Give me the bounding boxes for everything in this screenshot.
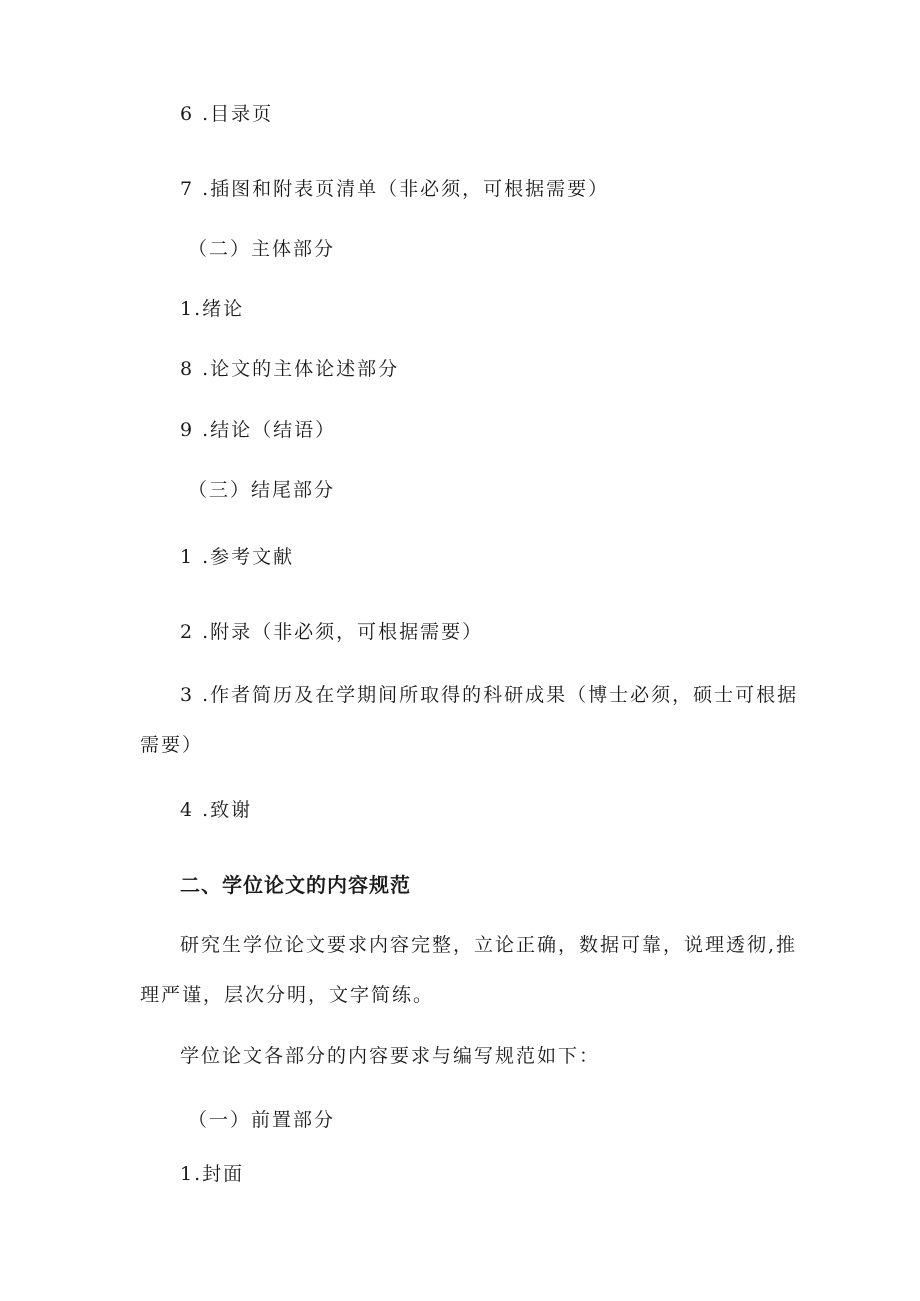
list-item-main-body: 8 .论文的主体论述部分: [180, 358, 400, 380]
list-item-cover: 1.封面: [180, 1163, 245, 1185]
paragraph-intro-norms: 学位论文各部分的内容要求与编写规范如下：: [180, 1045, 601, 1067]
list-item-acknowledgements: 4 .致谢: [180, 799, 253, 821]
section-heading-content-norms: 二、学位论文的内容规范: [180, 873, 411, 897]
subsection-heading-ending-part: （三）结尾部分: [188, 479, 336, 501]
list-item-author-resume: 3 .作者简历及在学期间所取得的科研成果（博士必须，硕士可根据: [180, 684, 799, 706]
subsection-heading-main-part: （二）主体部分: [188, 238, 336, 260]
list-item-conclusion: 9 .结论（结语）: [180, 419, 337, 441]
list-item-figures-tables: 7 .插图和附表页清单（非必须，可根据需要）: [180, 178, 610, 200]
paragraph-requirements-cont: 理严谨，层次分明，文字简练。: [140, 984, 435, 1006]
list-item-author-resume-cont: 需要）: [140, 734, 204, 756]
list-item-introduction: 1.绪论: [180, 298, 245, 320]
paragraph-requirements: 研究生学位论文要求内容完整，立论正确，数据可靠，说理透彻,推: [180, 934, 798, 956]
list-item-toc-page: 6 .目录页: [180, 103, 274, 125]
subsection-heading-front-part: （一）前置部分: [188, 1109, 336, 1131]
list-item-appendix: 2 .附录（非必须，可根据需要）: [180, 621, 484, 643]
list-item-references: 1 .参考文献: [180, 546, 295, 568]
